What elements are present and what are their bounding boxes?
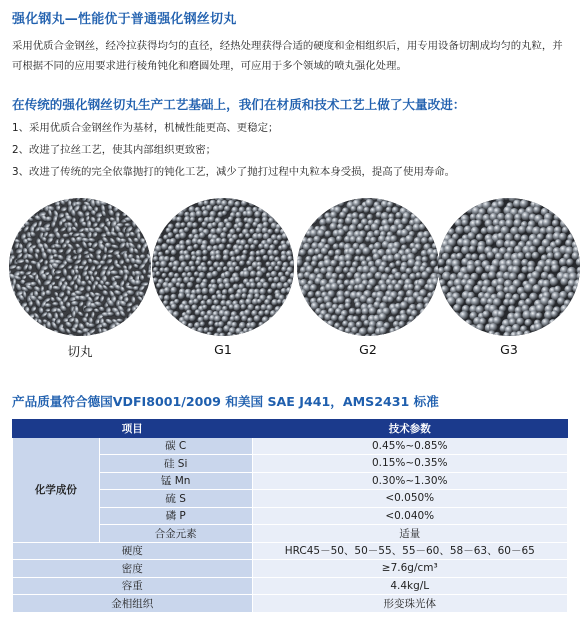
row-label: 磷 P — [99, 507, 252, 525]
chem-composition-label: 化学成份 — [13, 437, 100, 542]
row-value: <0.050% — [252, 490, 567, 508]
header-item: 项目 — [13, 420, 253, 438]
row-label: 硫 S — [99, 490, 252, 508]
g3-shot-photo — [438, 198, 580, 336]
list-item: 2、改进了拉丝工艺，使其内部组织更致密； — [12, 144, 217, 156]
row-label: 硅 Si — [99, 455, 252, 473]
row-value: 适量 — [252, 525, 567, 543]
row-value: 0.30%~1.30% — [252, 472, 567, 490]
row-label: 金相组织 — [13, 595, 253, 613]
row-label: 容重 — [13, 577, 253, 595]
section-title-product: 强化钢丸—性能优于普通强化钢丝切丸 — [12, 12, 237, 27]
product-photo-row — [0, 198, 580, 368]
row-value: 形变珠光体 — [252, 595, 567, 613]
product-caption: 切丸 — [67, 344, 93, 359]
list-item: 3、改进了传统的完全依靠抛打的钝化工艺，减少了抛打过程中丸粒本身受损，提高了使用寿命。 — [12, 166, 456, 178]
table-row — [13, 437, 568, 455]
product-caption: G3 — [500, 342, 518, 357]
table-row — [13, 542, 568, 560]
row-label: 密度 — [13, 560, 253, 578]
intro-paragraph: 采用优质合金钢丝，经冷拉获得均匀的直径，经热处理获得合适的硬度和金相组织后，用专用设备切割成均匀的丸粒，并可根据不同的应用要求进行棱角钝化和磨圆处理，可应用于多个领域的喷丸强化处理。 — [12, 40, 563, 72]
section-title-standards: 产品质量符合德国VDFI8001/2009 和美国 SAE J441，AMS2431 标准 — [12, 394, 439, 409]
product-caption: G1 — [214, 342, 232, 357]
row-label: 合金元素 — [99, 525, 252, 543]
header-param: 技术参数 — [252, 420, 567, 438]
row-value: 0.45%~0.85% — [252, 437, 567, 455]
row-value: HRC45－50、50－55、55－60、58－63、60－65 — [252, 542, 567, 560]
list-item: 1、采用优质合金钢丝作为基材，机械性能更高、更稳定； — [12, 122, 279, 134]
row-value: <0.040% — [252, 507, 567, 525]
table-row — [13, 560, 568, 578]
table-row — [13, 595, 568, 613]
improvement-list — [12, 117, 568, 183]
cut-wire-shot-photo — [9, 198, 151, 336]
g2-shot-photo — [297, 198, 439, 336]
section-title-improvements: 在传统的强化钢丝切丸生产工艺基础上，我们在材质和技术工艺上做了大量改进： — [12, 97, 466, 112]
table-row — [13, 577, 568, 595]
table-header-row — [13, 420, 568, 438]
row-label: 锰 Mn — [99, 472, 252, 490]
row-value: ≥7.6g/cm³ — [252, 560, 567, 578]
row-label: 碳 C — [99, 437, 252, 455]
product-caption: G2 — [359, 342, 377, 357]
g1-shot-photo — [152, 198, 294, 336]
row-label: 硬度 — [13, 542, 253, 560]
row-value: 4.4kg/L — [252, 577, 567, 595]
spec-table — [12, 419, 568, 613]
row-value: 0.15%~0.35% — [252, 455, 567, 473]
